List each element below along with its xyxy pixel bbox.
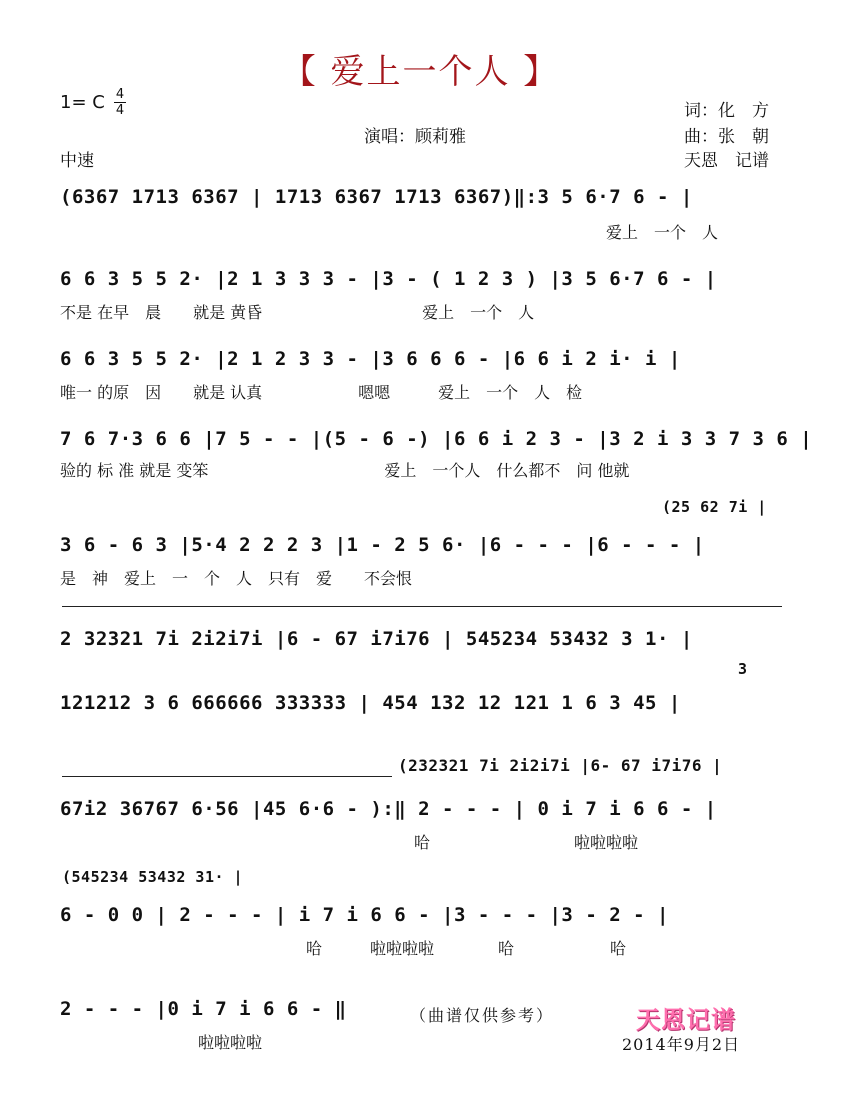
composer-credit: 曲：张 朝 xyxy=(684,127,769,147)
interlude-bracket-2: (232321 7i 2i2i7i |6- 67 i7i76 | xyxy=(398,756,723,775)
time-signature xyxy=(114,88,126,117)
notation-line-8: 67i2 36767 6·56 |45 6·6 - ):‖ 2 - - - | 0 i 7 i 6 6 - | xyxy=(60,798,717,820)
notation-line-5: 3 6 - 6 3 |5·4 2 2 2 3 |1 - 2 5 6· |6 - - - |6 - - - | xyxy=(60,534,705,556)
lyric-line-1: 爱上 一个 人 xyxy=(606,223,719,242)
notation-line-3: 6 6 3 5 5 2· |2 1 2 3 3 - |3 6 6 6 - |6 6 i 2 i· i | xyxy=(60,348,681,370)
lyric-line-5: 是 神 爱上 一 个 人 只有 爱 不会恨 xyxy=(60,569,413,588)
transcriber-credit: 天恩 记谱 xyxy=(684,151,769,171)
notation-line-2: 6 6 3 5 5 2· |2 1 3 3 3 - |3 - ( 1 2 3 ) |3 5 6·7 6 - | xyxy=(60,268,717,290)
singer-credit: 演唱：顾莉雅 xyxy=(364,127,466,147)
lyric-line-10: 啦啦啦啦 xyxy=(198,1033,263,1052)
interlude-bracket-3: (545234 53432 31· | xyxy=(62,868,244,886)
key-signature: 1= C xyxy=(60,92,105,113)
score-title: 【 爱上一个人 】 xyxy=(281,52,560,92)
transcription-date: 2014年9月2日 xyxy=(622,1035,741,1054)
transcriber-stamp: 天恩记谱 xyxy=(636,1005,736,1034)
time-numerator: 4 xyxy=(115,87,125,102)
time-denominator: 4 xyxy=(115,103,125,118)
interlude-bracket-1: (25 62 7i | xyxy=(662,498,767,516)
lyric-line-9: 哈 啦啦啦啦 哈 哈 xyxy=(306,939,627,958)
lyric-line-2: 不是 在早 晨 就是 黄昏 爱上 一个 人 xyxy=(60,303,535,322)
tempo-marking: 中速 xyxy=(60,151,94,171)
notation-line-10: 2 - - - |0 i 7 i 6 6 - ‖ xyxy=(60,998,347,1020)
notation-line-4: 7 6 7·3 6 6 |7 5 - - |(5 - 6 -) |6 6 i 2 3 - |3 2 i 3 3 7 3 6 | xyxy=(60,428,813,450)
lyric-line-3: 唯一 的原 因 就是 认真 嗯嗯 爱上 一个 人 检 xyxy=(60,383,583,402)
notation-line-6: 2 32321 7i 2i2i7i |6 - 67 i7i76 | 545234 53432 3 1· | xyxy=(60,628,693,650)
triplet-mark: 3 xyxy=(738,660,748,678)
reference-note: （曲谱仅供参考） xyxy=(410,1006,555,1025)
lyric-line-8: 哈 啦啦啦啦 xyxy=(414,833,639,852)
lyricist-credit: 词：化 方 xyxy=(684,101,769,121)
notation-line-9: 6 - 0 0 | 2 - - - | i 7 i 6 6 - |3 - - - |3 - 2 - | xyxy=(60,904,669,926)
notation-line-1: (6367 1713 6367 | 1713 6367 1713 6367)‖:3 5 6·7 6 - | xyxy=(60,186,693,208)
lyric-line-4: 验的 标 准 就是 变笨 爱上 一个人 什么都不 问 他就 xyxy=(60,461,630,480)
notation-line-7: 121212 3 6 666666 333333 | 454 132 12 121 1 6 3 45 | xyxy=(60,692,681,714)
section-divider-2 xyxy=(62,776,392,777)
section-divider-1 xyxy=(62,606,782,607)
